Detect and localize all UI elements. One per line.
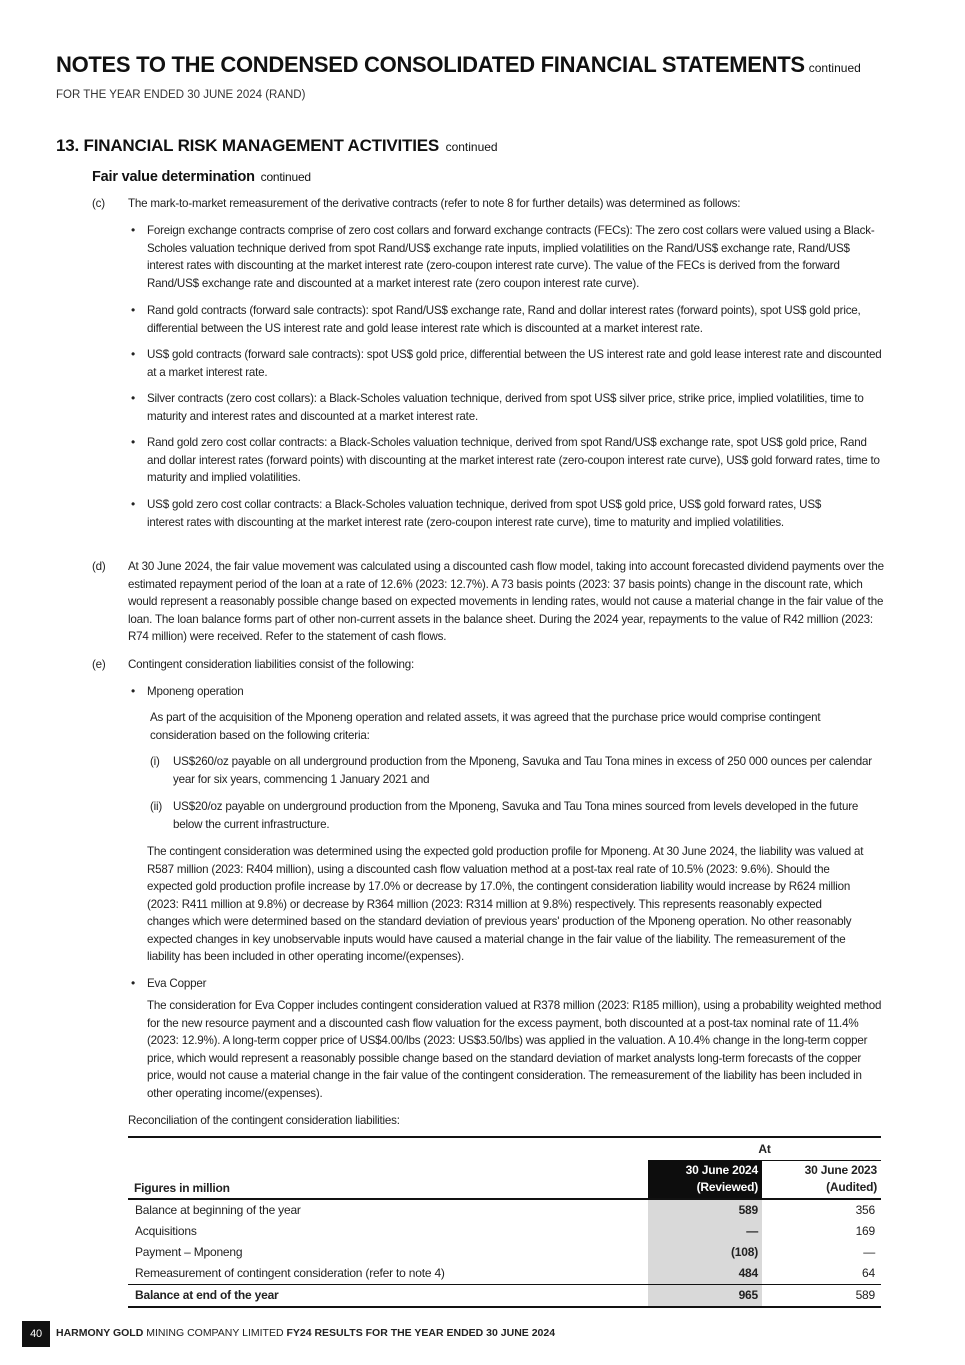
bullet-c-2: Rand gold contracts (forward sale contracts): spot Rand/US$ exchange rate, Rand and dollar interest rates (forward points), spot US$ gold price, differential between the US interest rate and gold lease interest rate which is discounted at a market interest rate. xyxy=(147,304,861,335)
section-title-text: 13. FINANCIAL RISK MANAGEMENT ACTIVITIES xyxy=(56,136,440,155)
table-header xyxy=(128,1136,881,1200)
bullet-c-1: Foreign exchange contracts comprise of zero cost collars and forward exchange contracts (FECs): The zero cost collars were valued using a Black-Scholes valuation technique derived from spot Rand/US$ exchange rate inputs, implied volatilities on the Rand/US$ exchange rate, Rand/US$ interest rates with discounting at the market interest rate (zero-coupon interest rate curve). The value of the FECs is derived from the forward Rand/US$ exchange rate and discounted at a market interest rate (zero coupon interest rate curve). xyxy=(147,224,875,290)
item-label-e: (e) xyxy=(92,658,106,671)
item-c-intro: The mark-to-market remeasurement of the derivative contracts (refer to note 8 for further details) was determined as follows: xyxy=(128,197,741,210)
bullet-c-6: US$ gold zero cost collar contracts: a Black-Scholes valuation technique, derived from spot US$ gold price, US$ gold forward rates, US$ interest rates with discounting at the market interest rate (zero-coupon interest rate curve), time to maturity and implied volatilities. xyxy=(147,498,822,529)
subheading-text: Fair value determination xyxy=(92,169,255,185)
section-title xyxy=(56,135,498,158)
row-label: Remeasurement of contingent consideration (refer to note 4) xyxy=(135,1266,445,1280)
criteria-label-ii: (ii) xyxy=(150,800,163,813)
bullet-c-4: Silver contracts (zero cost collars): a Black-Scholes valuation technique, derived from spot US$ silver price, strike price, implied volatilities, time to maturity and interest rates and discounted at a market interest rate. xyxy=(147,392,864,423)
eva-text: The consideration for Eva Copper includes contingent consideration valued at R378 million (2023: R185 million), using a probability weighted method for the new resource payment and a discounted cash flow valuation for the excess payment, both discounted at a post-tax nominal rate of 11.4% (2023: 12.9%). A long-term copper price of US$4.00/lbs (2023: US$3.50/lbs) was applied in the valuation. A 10.4% change in the long-term copper price, which would represent a reasonably possible change based on the standard deviation of market analysts long-term forecasts of the copper price, would not cause a material change in the fair value of the contingent consideration. The remeasurement of the liability has been included in other operating income/(expenses). xyxy=(147,999,882,1100)
reconciliation-table xyxy=(128,1136,881,1308)
bullet-icon: • xyxy=(131,391,136,405)
row-label: Acquisitions xyxy=(135,1224,197,1238)
item-d-text: At 30 June 2024, the fair value movement was calculated using a discounted cash flow model, taking into account forecasted dividend payments over the estimated repayment period of the loan at a rate of 12.6% (2023: 12.7%). A 73 basis points (2023: 37 basis points) change in the discount rate, which would represent a reasonably possible change based on expected movements in lending rates, would not cause a material change in the fair value of the loan. The loan balance forms part of other non-current assets in the balance sheet. During the 2024 year, repayments to the value of R42 million (2023: R74 million) were received. Refer to the statement of cash flows. xyxy=(128,560,884,643)
row-value-2023: — xyxy=(863,1245,875,1259)
row-value-2023: 169 xyxy=(855,1224,875,1238)
bullet-icon: • xyxy=(131,435,136,449)
subheading xyxy=(92,167,311,187)
table-row xyxy=(128,1242,881,1263)
table-row xyxy=(128,1221,881,1242)
header-col-2023 xyxy=(768,1160,881,1198)
page-number: 40 xyxy=(22,1321,50,1347)
mponeng-intro: As part of the acquisition of the Mponeng operation and related assets, it was agreed that the purchase price would comprise contingent consideration based on the following criteria: xyxy=(150,711,821,742)
mponeng-valuation: The contingent consideration was determined using the expected gold production profile for Mponeng. At 30 June 2024, the liability was valued at R587 million (2023: R404 million), using a discounted cash flow valuation method at a post-tax real rate of 10.5% (2023: 9.6%). Should the expected gold production profile increase by 17.0% or decrease by 17.0%, the contingent consideration liability would increase by R624 million (2023: R411 million at 9.8%) or decrease by R364 million (2023: R314 million at 9.8%) respectively. This represents reasonably expected changes which were determined based on the standard deviation of previous years' production of the Mponeng operation. No other reasonably expected changes in key unobservable inputs would have caused a material change in the fair value of the liability. The remeasurement of the liability has been included in other operating income/(expenses). xyxy=(147,845,864,963)
bullet-c-3: US$ gold contracts (forward sale contracts): spot US$ gold price, differential between the US interest rate and gold lease interest rate and discounted at a market interest rate. xyxy=(147,348,882,379)
total-label: Balance at end of the year xyxy=(135,1288,279,1302)
row-value-2024: 589 xyxy=(648,1200,762,1221)
bullet-icon: • xyxy=(131,497,136,511)
footer-company-bold: HARMONY GOLD xyxy=(56,1327,144,1339)
row-label: Balance at beginning of the year xyxy=(135,1203,301,1217)
page-title-text: NOTES TO THE CONDENSED CONSOLIDATED FINANCIAL STATEMENTS xyxy=(56,52,805,77)
bullet-icon: • xyxy=(131,223,136,237)
page-subtitle: FOR THE YEAR ENDED 30 JUNE 2024 (RAND) xyxy=(56,89,306,101)
total-value-2024: 965 xyxy=(648,1285,762,1306)
row-value-2024: 484 xyxy=(648,1263,762,1284)
row-value-2023: 356 xyxy=(855,1203,875,1217)
table-total-row xyxy=(128,1284,881,1308)
row-value-2024: — xyxy=(648,1221,762,1242)
table-row xyxy=(128,1263,881,1284)
bullet-icon: • xyxy=(131,303,136,317)
bullet-icon: • xyxy=(131,976,136,990)
reconciliation-intro: Reconciliation of the contingent consideration liabilities: xyxy=(128,1114,400,1127)
bullet-icon: • xyxy=(131,684,136,698)
item-e-intro: Contingent consideration liabilities consist of the following: xyxy=(128,658,414,671)
header-col-2023-line1: 30 June 2023 xyxy=(804,1163,877,1177)
header-col-2023-line2: (Audited) xyxy=(826,1180,877,1194)
row-value-2024: (108) xyxy=(648,1242,762,1263)
footer-text xyxy=(56,1325,555,1343)
row-value-2023: 64 xyxy=(862,1266,875,1280)
page-footer xyxy=(22,1321,922,1347)
bullet-icon: • xyxy=(131,347,136,361)
section-title-suffix: continued xyxy=(445,140,498,154)
footer-company-rest: MINING COMPANY LIMITED xyxy=(146,1327,284,1339)
eva-heading: Eva Copper xyxy=(147,977,207,990)
header-col-2024 xyxy=(648,1160,762,1198)
item-label-d: (d) xyxy=(92,560,106,573)
row-label: Payment – Mponeng xyxy=(135,1245,243,1259)
subheading-suffix: continued xyxy=(260,170,311,184)
total-value-2023: 589 xyxy=(855,1288,875,1302)
criteria-ii-text: US$20/oz payable on underground production from the Mponeng, Savuka and Tau Tona mines sourced from levels developed in the future below the current infrastructure. xyxy=(173,800,859,831)
header-at: At xyxy=(758,1142,771,1156)
page-title-suffix: continued xyxy=(808,61,861,75)
header-col-2024-line2: (Reviewed) xyxy=(696,1180,758,1194)
item-label-c: (c) xyxy=(92,197,105,210)
table-row xyxy=(128,1200,881,1221)
criteria-label-i: (i) xyxy=(150,755,160,768)
bullet-c-5: Rand gold zero cost collar contracts: a Black-Scholes valuation technique, derived from spot Rand/US$ exchange rate, spot US$ gold price, Rand and dollar interest rates (forward points) with discounting at the market interest rate (zero-coupon interest rate curve), US$ gold forward rates, time to maturity and implied volatilities. xyxy=(147,436,880,484)
header-figures-label: Figures in million xyxy=(134,1180,230,1195)
criteria-i-text: US$260/oz payable on all underground production from the Mponeng, Savuka and Tau Tona mines in excess of 250 000 ounces per calendar year for six years, commencing 1 January 2021 and xyxy=(173,755,872,786)
footer-report-title: FY24 RESULTS FOR THE YEAR ENDED 30 JUNE 2024 xyxy=(286,1327,556,1339)
mponeng-heading: Mponeng operation xyxy=(147,685,244,698)
page-title xyxy=(56,51,861,82)
header-col-2024-line1: 30 June 2024 xyxy=(685,1163,758,1177)
